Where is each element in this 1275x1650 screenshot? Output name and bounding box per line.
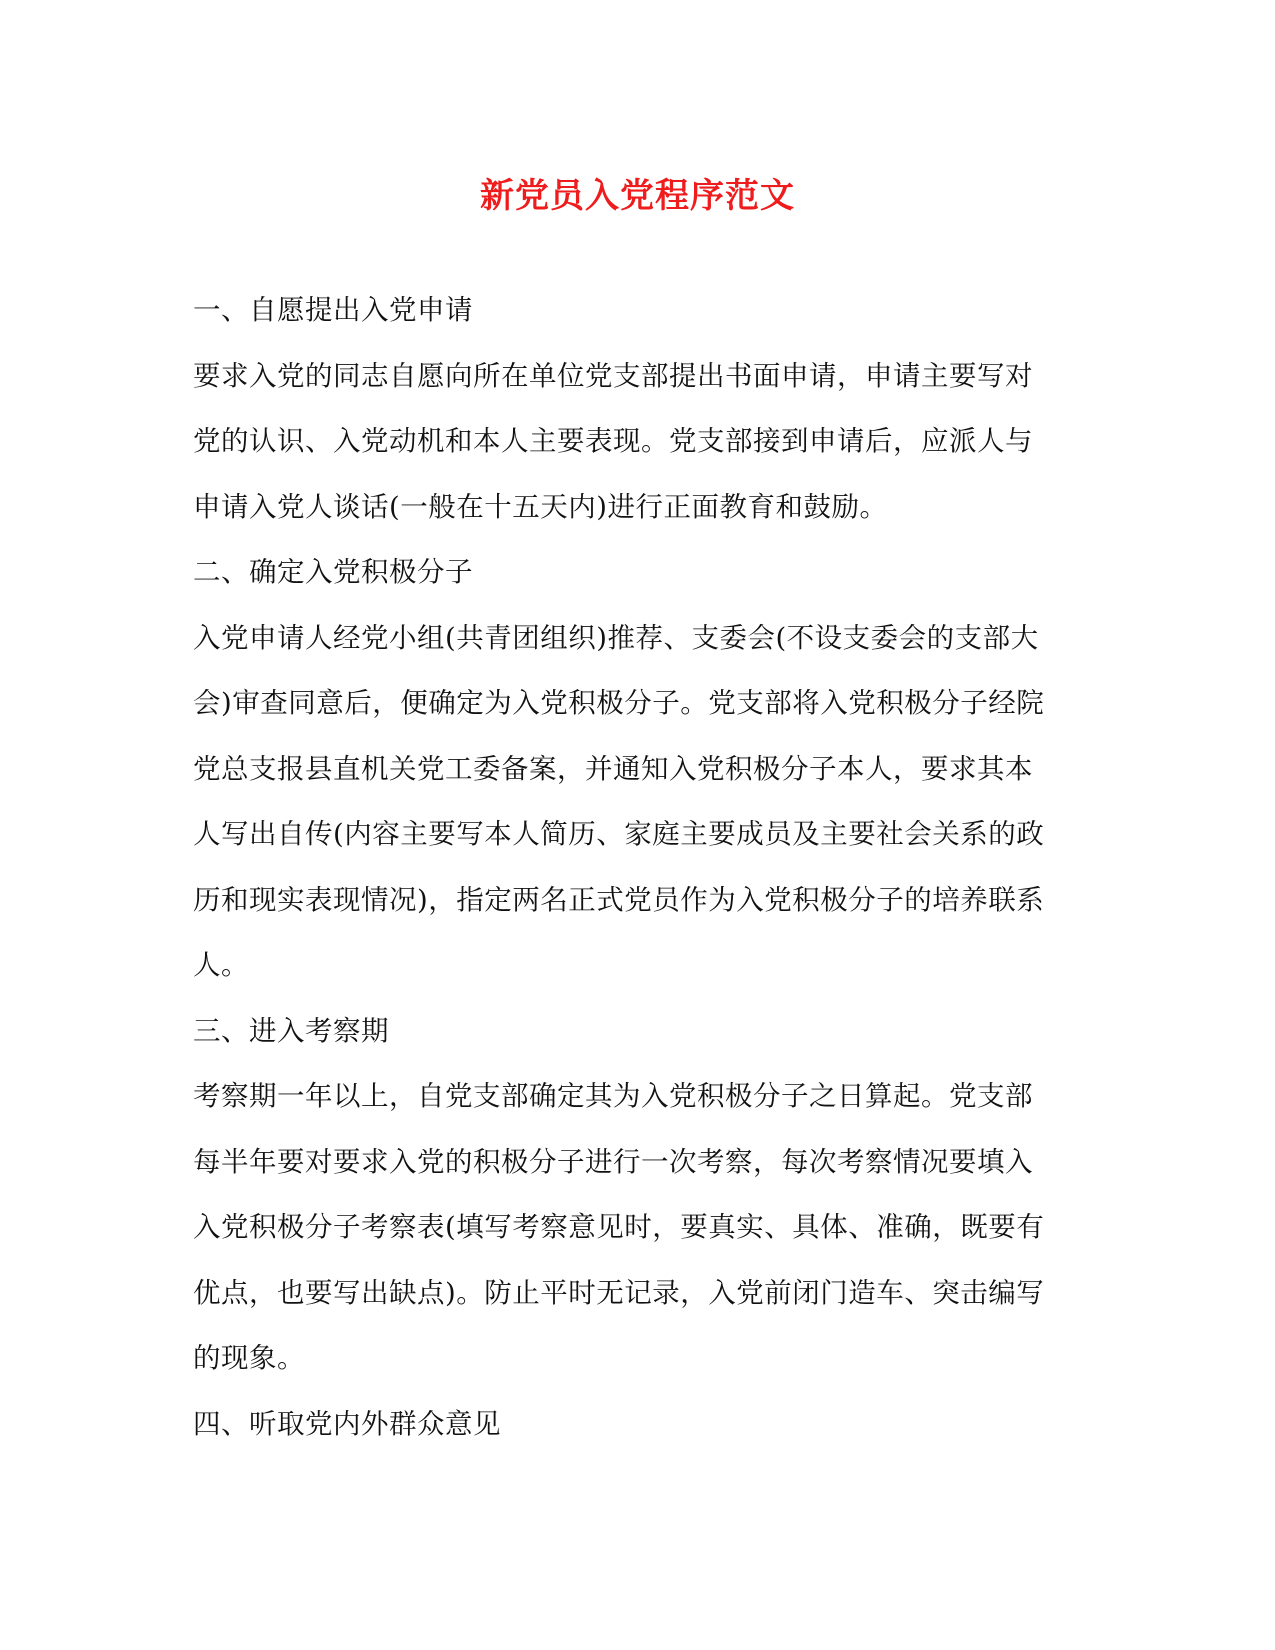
paragraph-line: 的现象。 [193, 1342, 305, 1374]
section-heading-2: 二、确定入党积极分子 [193, 556, 473, 588]
section-heading-3: 三、进入考察期 [193, 1014, 389, 1047]
paragraph-line: 人。 [193, 949, 249, 981]
paragraph-line: 历和现实表现情况)，指定两名正式党员作为入党积极分子的培养联系 [193, 883, 1045, 916]
paragraph-line: 考察期一年以上，自党支部确定其为入党积极分子之日算起。党支部 [193, 1080, 1033, 1112]
section-heading-1: 一、自愿提出入党申请 [193, 294, 473, 326]
paragraph-line: 入党申请人经党小组(共青团组织)推荐、支委会(不设支委会的支部大 [193, 621, 1039, 654]
paragraph-line: 要求入党的同志自愿向所在单位党支部提出书面申请，申请主要写对 [193, 359, 1033, 392]
paragraph-line: 优点，也要写出缺点)。防止平时无记录，入党前闭门造车、突击编写 [193, 1276, 1045, 1309]
paragraph-line: 每半年要对要求入党的积极分子进行一次考察，每次考察情况要填入 [193, 1145, 1033, 1178]
paragraph-line: 会)审查同意后，便确定为入党积极分子。党支部将入党积极分子经院 [193, 687, 1045, 719]
paragraph-line: 申请入党人谈话(一般在十五天内)进行正面教育和鼓励。 [193, 490, 888, 523]
document-title: 新党员入党程序范文 [480, 176, 795, 216]
paragraph-line: 入党积极分子考察表(填写考察意见时，要真实、具体、准确，既要有 [193, 1211, 1045, 1243]
paragraph-line: 人写出自传(内容主要写本人简历、家庭主要成员及主要社会关系的政 [193, 818, 1045, 850]
document-body [193, 290, 1083, 1469]
section-heading-4: 四、听取党内外群众意见 [193, 1407, 501, 1440]
paragraph-line: 党的认识、入党动机和本人主要表现。党支部接到申请后，应派人与 [193, 425, 1033, 457]
paragraph-line: 党总支报县直机关党工委备案，并通知入党积极分子本人，要求其本 [193, 752, 1033, 785]
